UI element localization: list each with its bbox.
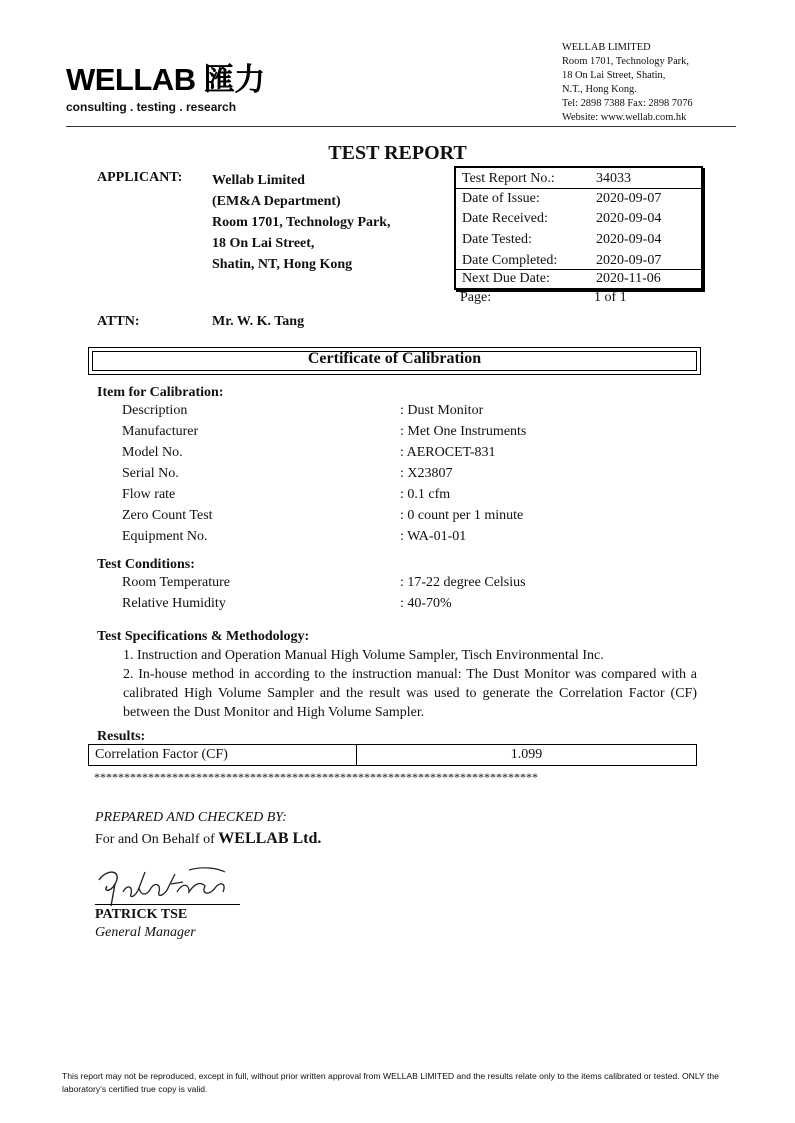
results-table	[88, 744, 697, 766]
info-label: Date Completed:	[462, 253, 558, 268]
company-logo: WELLAB 匯力	[66, 62, 265, 97]
address-line: 18 On Lai Street, Shatin,	[562, 70, 666, 81]
info-label: Date Received:	[462, 211, 548, 226]
page-value: 1 of 1	[594, 290, 627, 305]
header-divider	[66, 126, 736, 127]
result-label: Correlation Factor (CF)	[89, 745, 357, 765]
item-value: : X23807	[400, 466, 453, 481]
applicant-address	[212, 170, 391, 275]
next-due-row	[462, 269, 661, 288]
item-label: Equipment No.	[122, 529, 208, 544]
page-number-row	[460, 290, 627, 306]
item-value: : Dust Monitor	[400, 403, 484, 418]
company-tagline: consulting . testing . research	[66, 100, 237, 114]
on-behalf-line	[95, 830, 321, 848]
info-value: 2020-09-04	[596, 232, 662, 247]
tested-date-row	[462, 230, 661, 249]
report-no-row	[462, 169, 631, 188]
info-value: 2020-09-07	[596, 253, 662, 268]
item-label: Manufacturer	[122, 424, 199, 439]
page-label: Page:	[460, 290, 492, 305]
item-label: Model No.	[122, 445, 183, 460]
item-label: Zero Count Test	[122, 508, 213, 523]
item-label: Flow rate	[122, 487, 176, 502]
received-date-row	[462, 209, 661, 228]
result-value: 1.099	[510, 747, 543, 762]
condition-value: : 40-70%	[400, 596, 452, 611]
attn-label: ATTN:	[97, 314, 140, 329]
separator-line: **************************************************************************	[94, 770, 538, 784]
item-label: Serial No.	[122, 466, 179, 481]
test-conditions-heading: Test Conditions:	[97, 557, 195, 572]
item-value: : 0.1 cfm	[400, 487, 451, 502]
item-value: : 0 count per 1 minute	[400, 508, 524, 523]
report-info-box	[454, 166, 703, 290]
item-value: : Met One Instruments	[400, 424, 527, 439]
completed-date-row	[462, 251, 661, 270]
item-value: : AEROCET-831	[400, 445, 496, 460]
prepared-by-label: PREPARED AND CHECKED BY:	[95, 810, 287, 825]
issue-date-row	[462, 189, 661, 208]
specifications-heading: Test Specifications & Methodology:	[97, 629, 310, 644]
address-line: WELLAB LIMITED	[562, 42, 651, 53]
test-specifications	[97, 627, 697, 722]
condition-label: Room Temperature	[122, 575, 231, 590]
info-label: Test Report No.:	[462, 171, 555, 186]
footer-disclaimer: This report may not be reproduced, except in full, without prior written approval from WELLAB LIMITED and the results relate only to the items calibrated or tested. ONLY the laboratory's certified true copy is valid.	[62, 1071, 719, 1094]
certificate-title: Certificate of Calibration	[307, 350, 482, 367]
info-value: 34033	[596, 171, 631, 186]
condition-value: : 17-22 degree Celsius	[400, 575, 526, 590]
address-line: Room 1701, Technology Park,	[562, 56, 689, 67]
page-title: TEST REPORT	[328, 142, 467, 164]
applicant-line: (EM&A Department)	[212, 194, 341, 209]
info-value: 2020-09-04	[596, 211, 662, 226]
specification-item: 1. Instruction and Operation Manual High Volume Sampler, Tisch Environmental Inc.	[123, 648, 604, 663]
info-value: 2020-11-06	[596, 271, 661, 286]
address-line: N.T., Hong Kong.	[562, 84, 637, 95]
info-label: Date Tested:	[462, 232, 532, 247]
applicant-line: Shatin, NT, Hong Kong	[212, 257, 353, 272]
results-heading: Results:	[97, 729, 146, 744]
handwritten-signature	[93, 862, 243, 908]
applicant-label: APPLICANT:	[97, 170, 183, 185]
signature-line	[95, 904, 240, 905]
address-line: Website: www.wellab.com.hk	[562, 112, 687, 123]
specification-item: 2. In-house method in according to the instruction manual: The Dust Monitor was compared with a calibrated High Volume Sampler and the result was used to generate the Correlation Factor (CF) between the Dust Monitor and High Volume Sampler.	[123, 667, 697, 720]
info-label: Next Due Date:	[462, 271, 550, 286]
on-behalf-prefix: For and On Behalf of	[95, 832, 219, 847]
signatory-title: General Manager	[95, 925, 196, 940]
signatory-name: PATRICK TSE	[95, 907, 188, 922]
info-value: 2020-09-07	[596, 191, 662, 206]
company-address	[562, 41, 693, 125]
item-calibration-heading: Item for Calibration:	[97, 385, 224, 400]
condition-label: Relative Humidity	[122, 596, 226, 611]
certificate-banner	[88, 347, 701, 375]
on-behalf-company: WELLAB Ltd.	[218, 830, 322, 847]
applicant-line: Wellab Limited	[212, 173, 305, 188]
applicant-line: Room 1701, Technology Park,	[212, 215, 391, 230]
address-line: Tel: 2898 7388 Fax: 2898 7076	[562, 98, 693, 109]
info-label: Date of Issue:	[462, 191, 540, 206]
item-label: Description	[122, 403, 188, 418]
applicant-line: 18 On Lai Street,	[212, 236, 315, 251]
item-value: : WA-01-01	[400, 529, 467, 544]
attn-value: Mr. W. K. Tang	[212, 314, 305, 329]
